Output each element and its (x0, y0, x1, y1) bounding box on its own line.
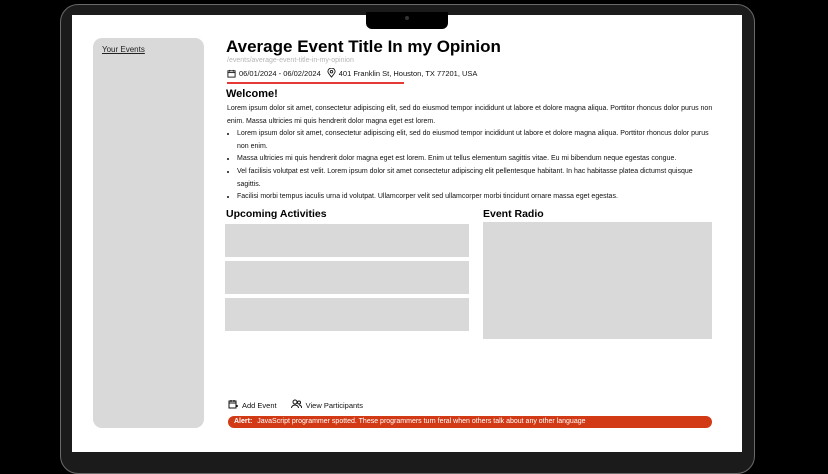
add-event-button[interactable] (228, 399, 277, 411)
action-bar (228, 399, 377, 411)
calendar-add-icon (228, 399, 238, 411)
location-pin-icon (327, 68, 336, 78)
welcome-body (227, 103, 715, 204)
add-event-label: Add Event (242, 400, 277, 410)
camera-notch (366, 12, 448, 29)
header-underline (227, 82, 404, 84)
welcome-heading: Welcome! (226, 88, 278, 100)
event-meta (227, 68, 477, 78)
view-participants-label: View Participants (305, 400, 363, 410)
alert-label: Alert: (234, 418, 253, 425)
page-title: Average Event Title In my Opinion (226, 37, 501, 56)
event-radio-heading: Event Radio (483, 208, 544, 220)
list-item: • Vel facilisis volutpat est velit. Lorem ipsum dolor sit amet consectetur adipiscing elit pellentesque habitant. In hac habitasse platea dictumst quisque sagittis. (237, 166, 715, 191)
sidebar-link-your-events[interactable]: Your Events (102, 45, 145, 54)
activity-card[interactable] (225, 298, 469, 331)
event-address: 401 Franklin St, Houston, TX 77201, USA (338, 68, 478, 78)
sidebar (93, 38, 204, 428)
alert-banner (228, 416, 712, 428)
welcome-list (227, 128, 715, 204)
alert-message: JavaScript programmer spotted. These programmers turn feral when others talk about any other language (257, 418, 586, 425)
activity-card[interactable] (225, 224, 469, 257)
activity-card[interactable] (225, 261, 469, 294)
event-dates: 06/01/2024 - 06/02/2024 (239, 68, 321, 78)
list-item: • Facilisi morbi tempus iaculis urna id volutpat. Ullamcorper velit sed ullamcorper morbi tincidunt ornare massa eget egestas. (237, 191, 715, 204)
users-icon (291, 399, 302, 411)
event-slug: /events/average-event-title-in-my-opinion (227, 57, 354, 64)
event-radio-panel[interactable] (483, 222, 712, 339)
upcoming-activities-heading: Upcoming Activities (226, 208, 327, 220)
camera-icon (405, 16, 409, 20)
list-item: • Massa ultricies mi quis hendrerit dolor magna eget est lorem. Enim ut tellus elementum sagittis vitae. Eu mi bibendum neque egestas congue. (237, 153, 715, 166)
calendar-icon (227, 69, 236, 78)
welcome-paragraph: Lorem ipsum dolor sit amet, consectetur adipiscing elit, sed do eiusmod tempor incididunt ut labore et dolore magna aliqua. Porttitor rhoncus dolor purus non enim. Massa ultricies mi quis hendrerit dolor magna eget est lorem. (227, 105, 713, 125)
list-item: • Lorem ipsum dolor sit amet, consectetur adipiscing elit, sed do eiusmod tempor incididunt ut labore et dolore magna aliqua. Porttitor rhoncus dolor purus non enim. (237, 128, 715, 153)
view-participants-button[interactable] (291, 399, 363, 411)
